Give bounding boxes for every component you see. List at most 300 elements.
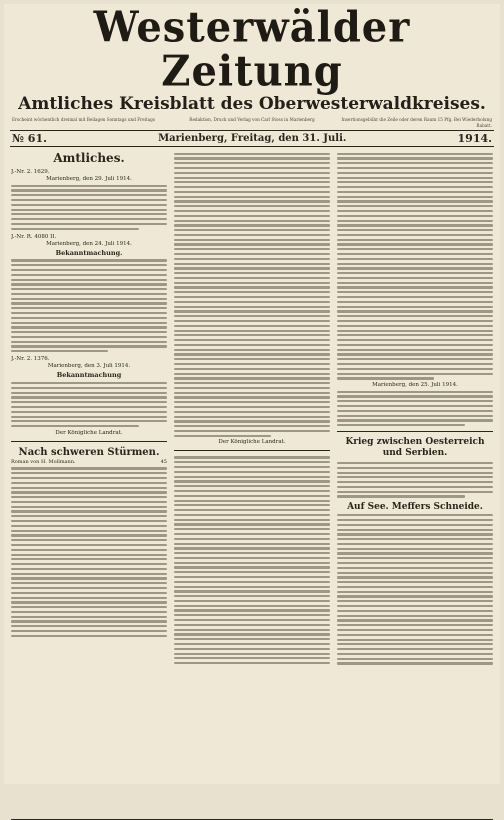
text-line [174,282,330,284]
text-line [337,248,493,250]
text-line [337,519,493,521]
text-line [337,538,493,540]
text-line [337,495,465,497]
text-line [174,514,330,516]
text-line [11,264,167,266]
notice-ref: J.-Nr. R. 4080 II. [11,233,57,240]
text-line [174,411,330,413]
text-line [337,491,493,493]
text-line [174,420,330,422]
text-line [337,572,493,574]
text-line [11,515,167,517]
text-line [11,199,167,201]
text-line [174,267,330,269]
text-line [11,392,167,394]
notice-date: Marienberg, den 3. Juli 1914. [47,363,131,370]
text-line [337,462,493,464]
text-line [174,471,330,473]
text-line [337,481,493,483]
text-line [337,619,493,621]
text-line [337,476,493,478]
text-line [174,363,330,365]
text-line [337,634,493,636]
text-line [174,248,330,250]
text-line [337,191,493,193]
notice-date: Marienberg, den 24. Juli 1914. [46,240,132,247]
text-line [337,296,493,298]
text-line [174,200,330,202]
text-line [174,387,330,389]
byline-number: 45 [160,458,167,465]
text-line [337,229,493,231]
text-line [174,220,330,222]
war-headline: Krieg zwischen Oesterreich und Serbien. [345,437,485,459]
text-line [337,334,493,336]
text-line [174,461,330,463]
info-left: Erscheint wöchentlich dreimal mit Beilagen Sonntags und Freitags [12,117,155,122]
text-line [337,658,493,660]
text-line [174,629,330,631]
text-line [337,514,493,516]
text-line [174,633,330,635]
text-line [11,336,167,338]
text-line [337,524,493,526]
text-line [11,341,167,343]
text-line [11,582,167,584]
text-line [11,506,167,508]
notice-ref: J.-Nr. 2. 1376. [11,356,50,363]
text-line [337,267,493,269]
notice-signature: Der Königliche Landrat. [218,439,286,446]
text-line [174,205,330,207]
text-line [11,496,167,498]
text-line [337,615,493,617]
text-line [174,586,330,588]
notice-ref: J.-Nr. 2. 1629. [11,169,50,175]
text-line [337,377,434,379]
text-line [11,396,167,398]
text-line [337,595,493,597]
text-line [11,611,167,613]
text-line [174,320,330,322]
text-line [11,302,167,304]
text-line [174,286,330,288]
text-line [337,581,493,583]
text-line [337,353,493,355]
text-line [174,358,330,360]
text-line [174,349,330,351]
text-line [174,162,330,164]
issue-date: Marienberg, Freitag, den 31. Juli. [158,133,347,144]
text-line [174,253,330,255]
text-line [337,567,493,569]
text-line [11,228,139,230]
text-line [11,510,167,512]
text-line [337,543,493,545]
text-line [337,358,493,360]
text-line [174,353,330,355]
text-line [337,291,493,293]
text-line [337,253,493,255]
text-line [337,330,493,332]
text-line [174,557,330,559]
section-heading: Amtliches. [53,151,125,165]
text-line [11,568,167,570]
notice-date: Marienberg, den 29. Juli 1914. [46,176,132,182]
text-line [174,435,271,437]
text-line [337,277,493,279]
text-line [337,415,493,417]
text-line [11,194,167,196]
issue-bar [10,130,494,147]
text-line [337,529,493,531]
text-line [337,177,493,179]
text-line [11,467,167,469]
text-line [174,210,330,212]
text-line [337,215,493,217]
text-line [174,344,330,346]
text-line [11,601,167,603]
text-line [337,548,493,550]
article-body [174,456,330,664]
text-line [174,543,330,545]
text-line [174,581,330,583]
text-line [174,153,330,155]
column-3 [337,150,493,816]
newspaper-title: Westerwälder Zeitung [93,2,411,97]
text-line [11,259,167,261]
text-line [174,157,330,159]
text-line [337,325,493,327]
divider [11,441,167,442]
text-line [11,317,167,319]
text-line [337,157,493,159]
column-2 [174,150,330,816]
text-line [174,263,330,265]
text-line [174,619,330,621]
text-line [174,576,330,578]
text-line [11,597,167,599]
text-line [11,616,167,618]
text-line [337,200,493,202]
text-line [174,430,330,432]
columns [4,147,500,819]
text-line [337,405,493,407]
text-line [174,239,330,241]
text-line [11,620,167,622]
text-line [337,391,493,393]
article-body [337,462,493,498]
text-line [174,301,330,303]
text-line [337,424,465,426]
text-line [174,562,330,564]
text-line [174,315,330,317]
text-line [11,420,167,422]
text-line [11,204,167,206]
text-line [337,243,493,245]
text-line [337,320,493,322]
notice-body [11,259,167,352]
text-line [11,491,167,493]
text-line [11,218,167,220]
byline-author: Roman von H. Mollmann. [11,458,76,465]
text-line [174,590,330,592]
text-line [11,534,167,536]
issue-year: 1914. [457,132,492,145]
text-line [174,296,330,298]
text-line [11,625,167,627]
text-line [11,606,167,608]
text-line [174,566,330,568]
text-line [174,533,330,535]
text-line [337,306,493,308]
text-line [174,643,330,645]
text-line [174,224,330,226]
text-line [174,571,330,573]
text-line [337,258,493,260]
column-1 [11,150,167,816]
notice-signature: Der Königliche Landrat. [55,429,123,436]
text-line [337,172,493,174]
text-line [337,400,493,402]
text-line [174,234,330,236]
text-line [174,662,330,664]
article-byline [11,459,167,465]
text-line [11,587,167,589]
text-line [337,210,493,212]
text-line [337,410,493,412]
text-line [11,525,167,527]
text-line [337,363,493,365]
text-line [11,501,167,503]
text-line [11,577,167,579]
notice-date: Marienberg, den 25. Juli 1914. [372,382,458,389]
text-line [174,334,330,336]
text-line [11,477,167,479]
text-line [337,629,493,631]
text-line [11,549,167,551]
text-line [174,243,330,245]
text-line [337,591,493,593]
text-line [337,272,493,274]
text-line [11,387,167,389]
text-line [11,411,167,413]
text-line [174,401,330,403]
text-line [337,419,493,421]
text-line [174,306,330,308]
text-line [174,519,330,521]
text-line [337,162,493,164]
text-line [11,635,167,637]
text-line [174,547,330,549]
text-line [11,307,167,309]
text-line [174,528,330,530]
text-line [174,272,330,274]
text-line [174,485,330,487]
text-line [337,234,493,236]
text-line [174,172,330,174]
text-line [337,562,493,564]
divider [337,431,493,432]
text-line [11,401,167,403]
text-line [11,482,167,484]
text-line [11,558,167,560]
text-line [174,196,330,198]
text-line [11,382,167,384]
text-line [337,624,493,626]
text-line [11,406,167,408]
text-line [174,456,330,458]
text-line [174,177,330,179]
issue-number: № 61. [12,132,47,145]
text-line [174,325,330,327]
text-line [174,504,330,506]
text-line [174,277,330,279]
text-line [11,539,167,541]
text-line [174,330,330,332]
text-line [174,186,330,188]
text-line [174,605,330,607]
newspaper-subtitle: Amtliches Kreisblatt des Oberwesterwaldkreises. [18,94,486,114]
text-line [11,312,167,314]
text-line [174,258,330,260]
text-line [11,554,167,556]
article-body [337,153,493,380]
newspaper-page [4,4,500,784]
story-headline: Auf See. Meffers Schneide. [347,501,483,512]
text-line [174,392,330,394]
article-body [11,467,167,637]
text-line [11,288,167,290]
text-line [174,609,330,611]
text-line [174,490,330,492]
text-line [174,523,330,525]
notice-body [337,391,493,427]
notice-title: Bekanntmachung [56,371,122,380]
text-line [174,476,330,478]
notice-title: Bekanntmachung. [55,248,123,257]
text-line [11,630,167,632]
text-line [337,533,493,535]
text-line [337,286,493,288]
text-line [337,662,493,664]
text-line [11,322,167,324]
text-line [337,181,493,183]
text-line [174,480,330,482]
text-line [337,282,493,284]
text-line [337,349,493,351]
text-line [174,377,330,379]
info-right: Insertionsgebühr die Zeile oder deren Raum 15 Pfg. Bei Wiederholung Rabatt. [341,117,492,128]
text-line [174,657,330,659]
text-line [174,425,330,427]
text-line [174,653,330,655]
text-line [337,557,493,559]
text-line [11,472,167,474]
text-line [337,576,493,578]
text-line [337,153,493,155]
text-line [174,466,330,468]
text-line [174,181,330,183]
text-line [174,191,330,193]
text-line [337,605,493,607]
text-line [11,293,167,295]
publisher-info [4,114,500,130]
text-line [11,189,167,191]
text-line [11,209,167,211]
text-line [337,344,493,346]
text-line [11,298,167,300]
text-line [11,269,167,271]
text-line [174,624,330,626]
text-line [337,205,493,207]
text-line [11,223,167,225]
article-body [337,514,493,664]
text-line [337,224,493,226]
text-line [174,215,330,217]
text-line [337,472,493,474]
text-line [337,643,493,645]
text-line [337,653,493,655]
info-center: Redaktion, Druck und Verlag von Carl Stoss in Marienberg [189,117,315,122]
text-line [337,486,493,488]
text-line [11,283,167,285]
text-line [174,595,330,597]
text-line [337,373,493,375]
text-line [11,331,167,333]
text-line [174,614,330,616]
text-line [11,350,108,352]
text-line [174,339,330,341]
text-line [11,279,167,281]
text-line [337,315,493,317]
text-line [11,563,167,565]
text-line [11,592,167,594]
masthead [4,4,500,114]
text-line [174,638,330,640]
text-line [337,395,493,397]
text-line [337,301,493,303]
text-line [11,425,139,427]
text-line [174,368,330,370]
text-line [174,373,330,375]
notice-body [11,185,167,230]
text-line [11,185,167,187]
text-line [174,167,330,169]
text-line [11,274,167,276]
text-line [337,467,493,469]
text-line [337,310,493,312]
text-line [337,196,493,198]
text-line [174,310,330,312]
text-line [11,416,167,418]
text-line [337,220,493,222]
text-line [174,509,330,511]
text-line [174,291,330,293]
text-line [337,600,493,602]
text-line [174,495,330,497]
text-line [337,639,493,641]
text-line [337,368,493,370]
text-line [11,487,167,489]
text-line [11,573,167,575]
text-line [11,544,167,546]
text-line [174,382,330,384]
text-line [337,186,493,188]
divider [174,450,330,451]
text-line [337,263,493,265]
text-line [337,167,493,169]
